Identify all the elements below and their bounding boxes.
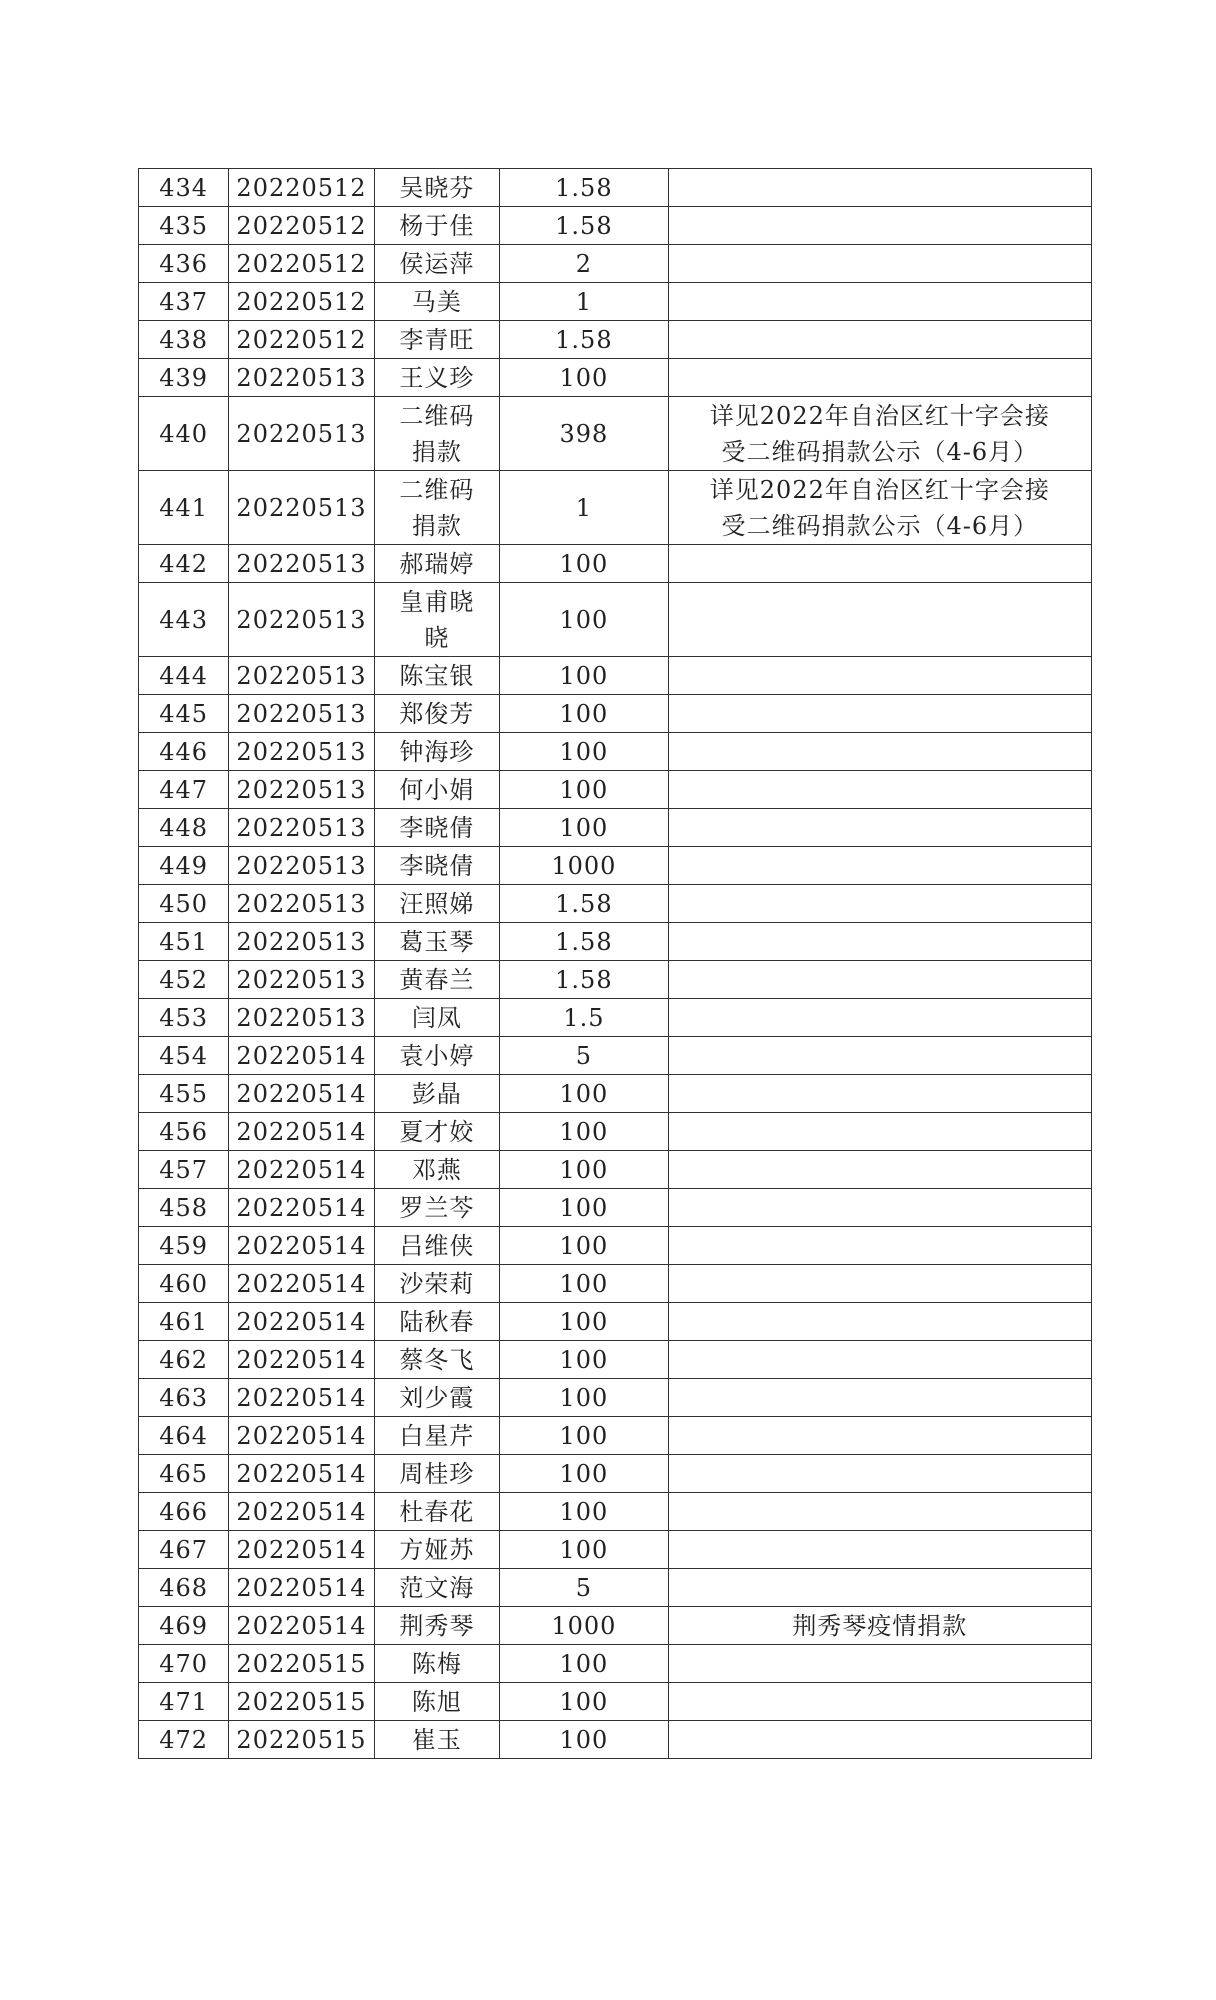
table-row: [139, 1455, 1092, 1493]
donation-date: 20220514: [229, 1341, 374, 1379]
donation-date: 20220514: [229, 1075, 374, 1113]
donation-amount: 100: [500, 1341, 669, 1379]
donation-date: 20220512: [229, 169, 374, 207]
donation-date: 20220513: [229, 923, 374, 961]
row-number: 470: [139, 1645, 229, 1683]
table-row: [139, 1341, 1092, 1379]
row-number: 441: [139, 471, 229, 545]
donor-name: 沙荣莉: [374, 1265, 499, 1303]
row-number: 468: [139, 1569, 229, 1607]
row-number: 444: [139, 657, 229, 695]
table-row: [139, 283, 1092, 321]
remarks: [668, 657, 1091, 695]
row-number: 439: [139, 359, 229, 397]
donor-name: 陈梅: [374, 1645, 499, 1683]
table-row: [139, 695, 1092, 733]
donation-date: 20220514: [229, 1607, 374, 1645]
table-row: [139, 1113, 1092, 1151]
donation-amount: 100: [500, 1645, 669, 1683]
remarks: [668, 771, 1091, 809]
remarks: [668, 1645, 1091, 1683]
donation-date: 20220514: [229, 1531, 374, 1569]
remarks: 详见2022年自治区红十字会接 受二维码捐款公示（4-6月）: [668, 471, 1091, 545]
row-number: 443: [139, 583, 229, 657]
donation-date: 20220514: [229, 1265, 374, 1303]
donor-name: 吴晓芬: [374, 169, 499, 207]
table-row: [139, 207, 1092, 245]
row-number: 451: [139, 923, 229, 961]
donation-date: 20220514: [229, 1455, 374, 1493]
remarks: [668, 207, 1091, 245]
row-number: 456: [139, 1113, 229, 1151]
table-row: [139, 809, 1092, 847]
remarks: [668, 1189, 1091, 1227]
donation-amount: 100: [500, 1493, 669, 1531]
donation-date: 20220515: [229, 1683, 374, 1721]
row-number: 450: [139, 885, 229, 923]
remarks: [668, 923, 1091, 961]
table-row: [139, 1189, 1092, 1227]
remarks: [668, 1569, 1091, 1607]
donor-name: 李晓倩: [374, 809, 499, 847]
donation-date: 20220513: [229, 471, 374, 545]
table-row: [139, 1493, 1092, 1531]
donation-amount: 100: [500, 1303, 669, 1341]
row-number: 461: [139, 1303, 229, 1341]
remarks: [668, 809, 1091, 847]
row-number: 454: [139, 1037, 229, 1075]
remarks: [668, 1265, 1091, 1303]
donation-date: 20220513: [229, 545, 374, 583]
table-row: [139, 771, 1092, 809]
table-row: [139, 885, 1092, 923]
table-row: [139, 847, 1092, 885]
donor-name: 杨于佳: [374, 207, 499, 245]
donation-table: [138, 168, 1092, 1759]
remarks: [668, 1341, 1091, 1379]
donor-name: 周桂珍: [374, 1455, 499, 1493]
donation-amount: 1.58: [500, 321, 669, 359]
donation-amount: 100: [500, 1265, 669, 1303]
donor-name: 方娅苏: [374, 1531, 499, 1569]
remarks: [668, 1417, 1091, 1455]
remarks: [668, 1227, 1091, 1265]
donation-table-body: [139, 169, 1092, 1759]
remarks: [668, 245, 1091, 283]
table-row: [139, 471, 1092, 545]
donation-amount: 1: [500, 471, 669, 545]
donor-name: 杜春花: [374, 1493, 499, 1531]
donor-name: 马美: [374, 283, 499, 321]
remarks: [668, 283, 1091, 321]
donation-amount: 1.58: [500, 961, 669, 999]
table-row: [139, 397, 1092, 471]
row-number: 440: [139, 397, 229, 471]
donor-name: 陈宝银: [374, 657, 499, 695]
donation-amount: 100: [500, 1721, 669, 1759]
donation-date: 20220514: [229, 1303, 374, 1341]
remarks: [668, 1037, 1091, 1075]
donation-date: 20220513: [229, 847, 374, 885]
table-row: [139, 1227, 1092, 1265]
row-number: 455: [139, 1075, 229, 1113]
row-number: 457: [139, 1151, 229, 1189]
remarks: [668, 583, 1091, 657]
donation-date: 20220512: [229, 207, 374, 245]
row-number: 442: [139, 545, 229, 583]
table-row: [139, 1265, 1092, 1303]
donation-amount: 100: [500, 1189, 669, 1227]
donor-name: 汪照娣: [374, 885, 499, 923]
donation-date: 20220514: [229, 1493, 374, 1531]
table-row: [139, 1531, 1092, 1569]
donation-amount: 100: [500, 1227, 669, 1265]
donor-name: 何小娟: [374, 771, 499, 809]
row-number: 436: [139, 245, 229, 283]
donation-date: 20220514: [229, 1417, 374, 1455]
donation-amount: 5: [500, 1569, 669, 1607]
donation-date: 20220515: [229, 1721, 374, 1759]
donation-date: 20220514: [229, 1379, 374, 1417]
donor-name: 袁小婷: [374, 1037, 499, 1075]
donor-name: 二维码 捐款: [374, 471, 499, 545]
donor-name: 罗兰芩: [374, 1189, 499, 1227]
table-row: [139, 545, 1092, 583]
remarks: [668, 1075, 1091, 1113]
table-row: [139, 999, 1092, 1037]
donation-amount: 100: [500, 1379, 669, 1417]
table-row: [139, 1645, 1092, 1683]
remarks: [668, 733, 1091, 771]
row-number: 438: [139, 321, 229, 359]
donor-name: 钟海珍: [374, 733, 499, 771]
donor-name: 彭晶: [374, 1075, 499, 1113]
table-row: [139, 1569, 1092, 1607]
remarks: [668, 1493, 1091, 1531]
donor-name: 蔡冬飞: [374, 1341, 499, 1379]
donation-amount: 100: [500, 771, 669, 809]
donation-date: 20220512: [229, 321, 374, 359]
donation-amount: 1.58: [500, 923, 669, 961]
donation-amount: 1000: [500, 847, 669, 885]
remarks: [668, 961, 1091, 999]
row-number: 447: [139, 771, 229, 809]
donation-date: 20220513: [229, 999, 374, 1037]
donation-date: 20220513: [229, 359, 374, 397]
donation-amount: 100: [500, 1455, 669, 1493]
row-number: 471: [139, 1683, 229, 1721]
donation-date: 20220514: [229, 1113, 374, 1151]
donation-date: 20220513: [229, 809, 374, 847]
row-number: 466: [139, 1493, 229, 1531]
donor-name: 郝瑞婷: [374, 545, 499, 583]
donor-name: 侯运萍: [374, 245, 499, 283]
donation-amount: 1.58: [500, 885, 669, 923]
remarks: [668, 1303, 1091, 1341]
donation-amount: 100: [500, 733, 669, 771]
remarks: [668, 1151, 1091, 1189]
row-number: 448: [139, 809, 229, 847]
table-row: [139, 923, 1092, 961]
donor-name: 郑俊芳: [374, 695, 499, 733]
donor-name: 白星芹: [374, 1417, 499, 1455]
donation-date: 20220513: [229, 695, 374, 733]
remarks: 荆秀琴疫情捐款: [668, 1607, 1091, 1645]
remarks: [668, 1683, 1091, 1721]
donation-amount: 398: [500, 397, 669, 471]
donation-amount: 100: [500, 1151, 669, 1189]
donor-name: 陆秋春: [374, 1303, 499, 1341]
donation-amount: 100: [500, 1113, 669, 1151]
row-number: 465: [139, 1455, 229, 1493]
remarks: [668, 1113, 1091, 1151]
donor-name: 李青旺: [374, 321, 499, 359]
donation-date: 20220513: [229, 771, 374, 809]
donor-name: 邓燕: [374, 1151, 499, 1189]
donation-date: 20220515: [229, 1645, 374, 1683]
donor-name: 李晓倩: [374, 847, 499, 885]
donation-amount: 1.58: [500, 207, 669, 245]
table-row: [139, 1303, 1092, 1341]
remarks: [668, 169, 1091, 207]
row-number: 459: [139, 1227, 229, 1265]
row-number: 452: [139, 961, 229, 999]
table-row: [139, 583, 1092, 657]
donation-date: 20220514: [229, 1227, 374, 1265]
donor-name: 夏才姣: [374, 1113, 499, 1151]
donation-amount: 100: [500, 695, 669, 733]
remarks: [668, 1379, 1091, 1417]
table-row: [139, 1075, 1092, 1113]
table-row: [139, 1721, 1092, 1759]
donation-date: 20220514: [229, 1569, 374, 1607]
row-number: 462: [139, 1341, 229, 1379]
donation-date: 20220513: [229, 657, 374, 695]
row-number: 446: [139, 733, 229, 771]
row-number: 467: [139, 1531, 229, 1569]
donation-amount: 2: [500, 245, 669, 283]
donation-date: 20220513: [229, 397, 374, 471]
donation-amount: 100: [500, 1417, 669, 1455]
row-number: 437: [139, 283, 229, 321]
table-row: [139, 1379, 1092, 1417]
donor-name: 刘少霞: [374, 1379, 499, 1417]
donation-amount: 1000: [500, 1607, 669, 1645]
remarks: 详见2022年自治区红十字会接 受二维码捐款公示（4-6月）: [668, 397, 1091, 471]
row-number: 449: [139, 847, 229, 885]
donation-amount: 100: [500, 809, 669, 847]
donor-name: 范文海: [374, 1569, 499, 1607]
table-row: [139, 1607, 1092, 1645]
remarks: [668, 1721, 1091, 1759]
remarks: [668, 999, 1091, 1037]
donation-amount: 5: [500, 1037, 669, 1075]
row-number: 458: [139, 1189, 229, 1227]
table-row: [139, 321, 1092, 359]
donation-date: 20220513: [229, 885, 374, 923]
donation-date: 20220514: [229, 1037, 374, 1075]
remarks: [668, 695, 1091, 733]
donation-amount: 100: [500, 359, 669, 397]
table-row: [139, 245, 1092, 283]
donor-name: 吕维侠: [374, 1227, 499, 1265]
donation-amount: 100: [500, 657, 669, 695]
table-row: [139, 1037, 1092, 1075]
table-row: [139, 961, 1092, 999]
donor-name: 二维码 捐款: [374, 397, 499, 471]
donation-amount: 100: [500, 1683, 669, 1721]
donor-name: 闫凤: [374, 999, 499, 1037]
table-row: [139, 169, 1092, 207]
table-row: [139, 733, 1092, 771]
row-number: 469: [139, 1607, 229, 1645]
donor-name: 崔玉: [374, 1721, 499, 1759]
donor-name: 陈旭: [374, 1683, 499, 1721]
donation-date: 20220514: [229, 1189, 374, 1227]
donation-date: 20220512: [229, 283, 374, 321]
row-number: 460: [139, 1265, 229, 1303]
donation-amount: 100: [500, 583, 669, 657]
row-number: 435: [139, 207, 229, 245]
table-row: [139, 1683, 1092, 1721]
remarks: [668, 1455, 1091, 1493]
donation-amount: 100: [500, 1531, 669, 1569]
donor-name: 皇甫晓 晓: [374, 583, 499, 657]
table-row: [139, 1151, 1092, 1189]
donor-name: 王义珍: [374, 359, 499, 397]
remarks: [668, 359, 1091, 397]
donation-date: 20220512: [229, 245, 374, 283]
remarks: [668, 545, 1091, 583]
row-number: 472: [139, 1721, 229, 1759]
donor-name: 黄春兰: [374, 961, 499, 999]
row-number: 453: [139, 999, 229, 1037]
donation-amount: 1.58: [500, 169, 669, 207]
remarks: [668, 321, 1091, 359]
row-number: 434: [139, 169, 229, 207]
table-row: [139, 1417, 1092, 1455]
donation-date: 20220513: [229, 961, 374, 999]
donation-amount: 1.5: [500, 999, 669, 1037]
donation-amount: 100: [500, 545, 669, 583]
donation-date: 20220514: [229, 1151, 374, 1189]
table-row: [139, 657, 1092, 695]
donor-name: 葛玉琴: [374, 923, 499, 961]
donation-amount: 100: [500, 1075, 669, 1113]
donation-date: 20220513: [229, 583, 374, 657]
row-number: 463: [139, 1379, 229, 1417]
donation-date: 20220513: [229, 733, 374, 771]
remarks: [668, 847, 1091, 885]
donation-amount: 1: [500, 283, 669, 321]
row-number: 445: [139, 695, 229, 733]
table-row: [139, 359, 1092, 397]
row-number: 464: [139, 1417, 229, 1455]
donor-name: 荆秀琴: [374, 1607, 499, 1645]
remarks: [668, 885, 1091, 923]
remarks: [668, 1531, 1091, 1569]
